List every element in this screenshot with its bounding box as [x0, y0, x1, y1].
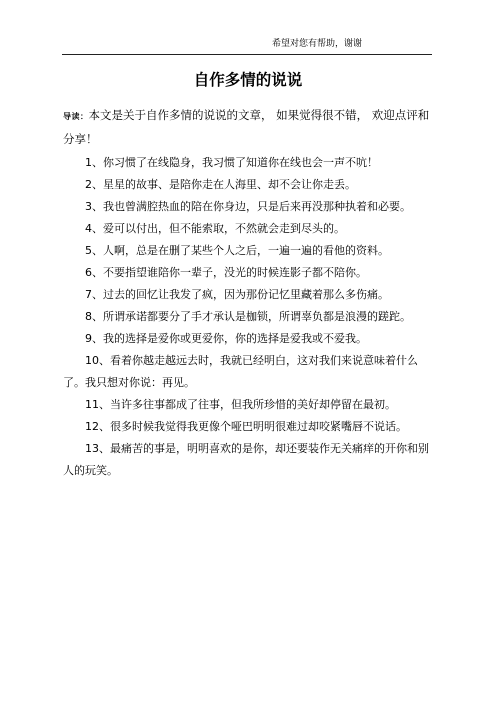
quote-list	[63, 152, 433, 482]
list-item: 9、我的选择是爱你或更爱你，你的选择是爱我或不爱我。	[85, 332, 367, 345]
list-item: 5、人啊，总是在删了某些个人之后，一遍一遍的看他的资料。	[85, 244, 389, 257]
intro-paragraph	[63, 104, 433, 151]
intro-text: 本文是关于自作多情的说说的文章， 如果觉得很不错， 欢迎点评和分享！	[63, 108, 430, 146]
list-item: 10、看着你越走越远去时，我就已经明白，这对我们来说意味着什么了。我只想对你说：再见。	[63, 354, 418, 389]
list-item: 7、过去的回忆让我发了疯，因为那份记忆里藏着那么多伤痛。	[85, 288, 389, 301]
list-item: 12、很多时候我觉得我更像个哑巴明明很难过却咬紧嘴唇不说话。	[85, 420, 407, 433]
list-item: 6、不要指望谁陪你一辈子，没光的时候连影子都不陪你。	[85, 266, 367, 279]
intro-label: 导读：	[63, 112, 89, 121]
page-title: 自作多情的说说	[193, 71, 303, 89]
list-item: 8、所谓承诺都要分了手才承认是枷锁，所谓辜负都是浪漫的蹉跎。	[85, 310, 411, 323]
header-divider	[62, 54, 432, 55]
list-item: 11、当许多往事都成了往事，但我所珍惜的美好却停留在最初。	[85, 398, 396, 411]
list-item: 4、爱可以付出，但不能索取，不然就会走到尽头的。	[85, 222, 345, 235]
list-item: 2、星星的故事、是陪你走在人海里、却不会让你走丢。	[85, 178, 356, 191]
list-item: 1、你习惯了在线隐身，我习惯了知道你在线也会一声不吭！	[85, 156, 378, 169]
list-item: 13、最痛苦的事是，明明喜欢的是你，却还要装作无关痛痒的开你和别人的玩笑。	[63, 442, 429, 477]
header-note: 希望对您有帮助，谢谢	[272, 39, 363, 49]
list-item: 3、我也曾满腔热血的陪在你身边，只是后来再没那种执着和必要。	[85, 200, 411, 213]
